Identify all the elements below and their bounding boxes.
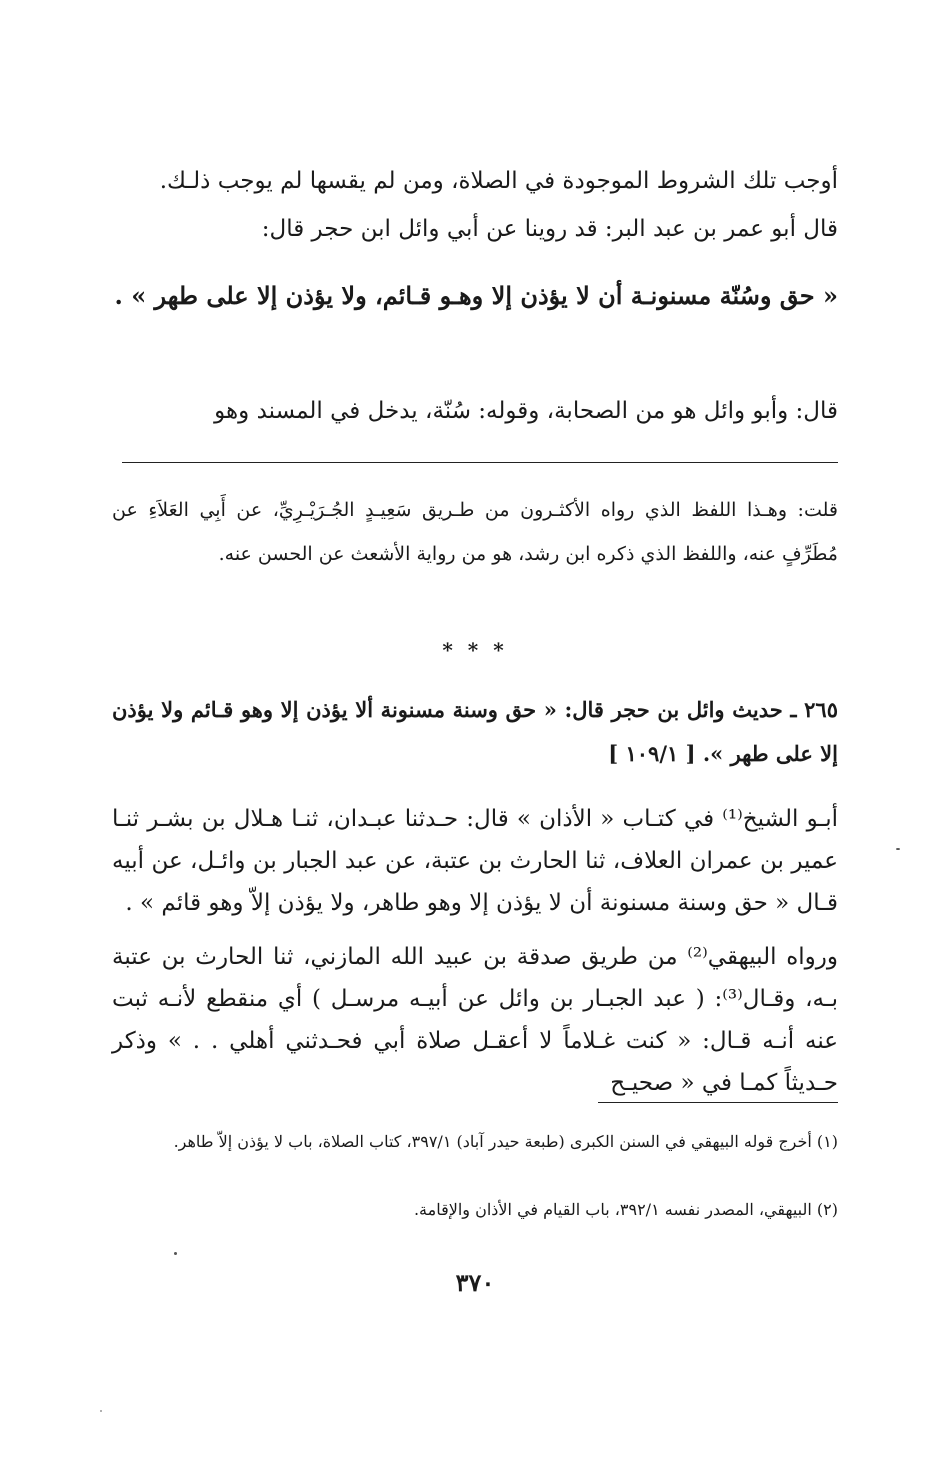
note-block: قلت: وهـذا اللفظ الذي رواه الأكثـرون من طـريق سَعِيـدٍ الجُـرَيْـرِيِّ، عن أَبِي العَلاَءِ عن مُطَرِّفٍ عنه، واللفظ الذي ذكره ابن رشد، هو من رواية الأشعث عن الحسن عنه. — [112, 499, 838, 565]
footnote-separator-rule — [598, 1102, 838, 1103]
hadith-265-heading: ٢٦٥ ـ حديث وائل بن حجر قال: « حق وسنة مسنونة ألا يؤذن إلا وهو قـائم ولا يؤذن إلا على طهر ». [ ١٠٩/١ ] — [112, 697, 838, 766]
paragraph-4: ورواه البيهقي⁽²⁾ من طريق صدقة بن عبيد الله المازني، ثنا الحارث بن عتبة بـه، وقـال⁽³⁾: ( عبد الجبـار بن وائل عن أبيـه مرسـل ) أي منقطع لأنـه ثبت عنه أنـه قـال: « كنت غـلاماً لا أعقـل صلاة أبي فحـدثني أهلي . . » وذكر حـديثاً كمـا في « صحيـح — [112, 944, 838, 1096]
scan-speck — [100, 1410, 102, 1412]
note-separator-rule — [122, 462, 838, 463]
footnote-1: (١) أخرج قوله البيهقي في السنن الكبرى (طبعة حيدر آباد) ٣٩٧/١، كتاب الصلاة، باب لا يؤذن إلاّ طاهر. — [173, 1132, 838, 1151]
section-separator: * * * — [442, 638, 508, 662]
paragraph-2: قال: وأبو وائل هو من الصحابة، وقوله: سُنّة، يدخل في المسند وهو — [214, 398, 838, 424]
scan-speck — [174, 1252, 177, 1255]
page-number: ٣٧٠ — [455, 1268, 495, 1297]
footnote-2: (٢) البيهقي، المصدر نفسه ٣٩٢/١، باب القيام في الأذان والإقامة. — [413, 1200, 838, 1219]
quoted-hadith: « حق وسُنّة مسنونـة أن لا يؤذن إلا وهـو قـائم، ولا يؤذن إلا على طهر » . — [114, 281, 838, 310]
paragraph-3: أبـو الشيخ⁽¹⁾ في كتـاب « الأذان » قال: حـدثنا عبـدان، ثنـا هـلال بن بشـر ثنـا عمير بن عمران العلاف، ثنا الحارث بن عتبة، عن عبد الجبار بن وائـل، عن أبيه قـال « حق وسنة مسنونة أن لا يؤذن إلا وهو طاهر، ولا يؤذن إلاّ وهو قائم » . — [112, 806, 838, 916]
paragraph-1-line-1: أوجب تلك الشروط الموجودة في الصلاة، ومن لم يقسها لم يوجب ذلـك. — [159, 168, 838, 194]
paragraph-1-line-2: قال أبو عمر بن عبد البر: قد روينا عن أبي وائل ابن حجر قال: — [261, 216, 838, 242]
scan-speck — [896, 848, 900, 850]
